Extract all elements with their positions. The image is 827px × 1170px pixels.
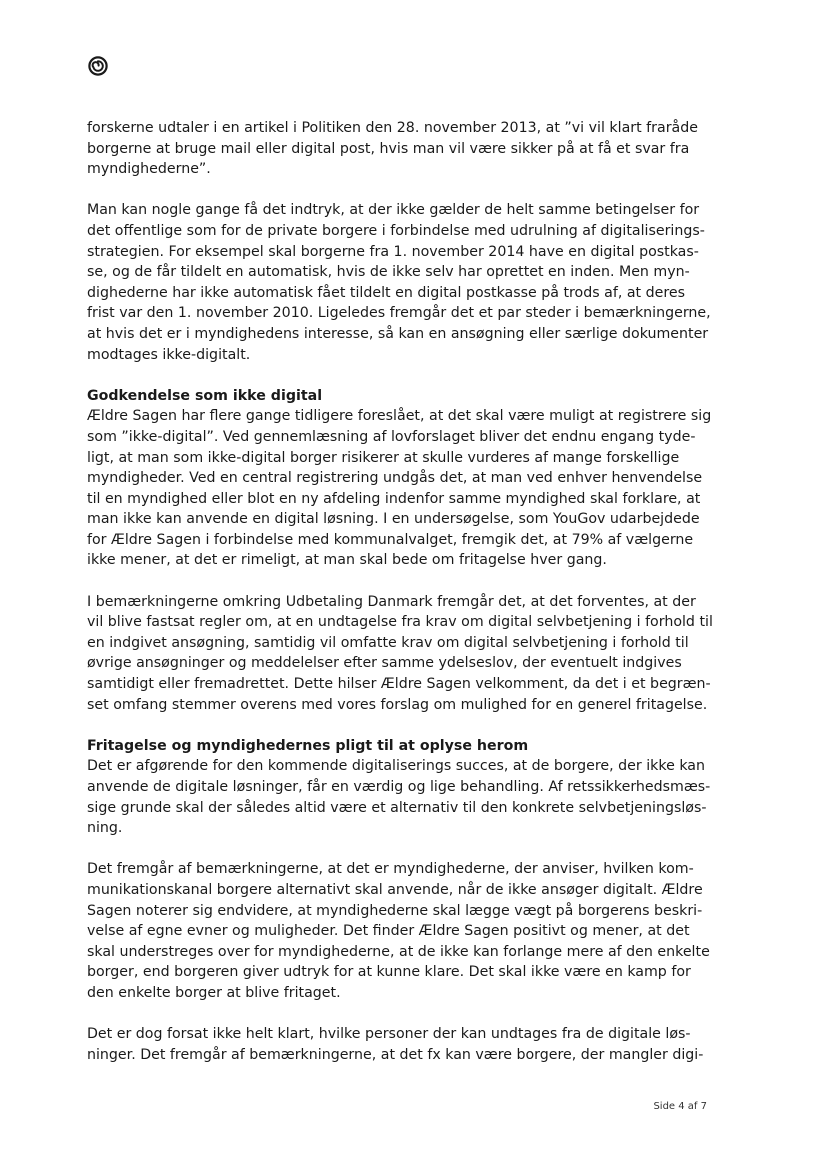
spiral-logo-icon bbox=[88, 56, 108, 76]
text-line: frist var den 1. november 2010. Ligeledes fremgår det et par steder i bemærkningerne, bbox=[87, 305, 711, 322]
text-line: man ikke kan anvende en digital løsning. I en undersøgelse, som YouGov udarbejdede bbox=[87, 511, 700, 528]
paragraph-6 bbox=[87, 859, 727, 1003]
text-line: I bemærkningerne omkring Udbetaling Danmark fremgår det, at det forventes, at der bbox=[87, 593, 696, 610]
text-line: ninger. Det fremgår af bemærkningerne, at det fx kan være borgere, der mangler digi- bbox=[87, 1046, 704, 1063]
text-line: ning. bbox=[87, 820, 123, 837]
text-line: en indgivet ansøgning, samtidig vil omfatte krav om digital selvbetjening i forhold til bbox=[87, 634, 689, 651]
text-line: modtages ikke-digitalt. bbox=[87, 346, 251, 363]
text-line: øvrige ansøgninger og meddelelser efter samme ydelseslov, der eventuelt indgives bbox=[87, 655, 682, 672]
text-line: at hvis det er i myndighedens interesse, så kan en ansøgning eller særlige dokumenter bbox=[87, 325, 709, 342]
section-heading: Godkendelse som ikke digital bbox=[87, 387, 323, 404]
paragraph-3 bbox=[87, 386, 727, 571]
text-line: Det er afgørende for den kommende digitaliserings succes, at de borgere, der ikke kan bbox=[87, 758, 705, 775]
text-line: ikke mener, at det er rimeligt, at man skal bede om fritagelse hver gang. bbox=[87, 552, 607, 569]
section-heading: Fritagelse og myndighedernes pligt til at oplyse herom bbox=[87, 737, 529, 754]
text-line: Det er dog forsat ikke helt klart, hvilke personer der kan undtages fra de digitale løs- bbox=[87, 1026, 691, 1043]
text-line: som ”ikke-digital”. Ved gennemlæsning af lovforslaget bliver det endnu engang tyde- bbox=[87, 428, 696, 445]
paragraph-4 bbox=[87, 592, 727, 716]
text-line: skal understreges over for myndighederne, at de ikke kan forlange mere af den enkelte bbox=[87, 943, 710, 960]
text-line: borgerne at bruge mail eller digital post, hvis man vil være sikker på at få et svar fra bbox=[87, 140, 690, 157]
text-line: samtidigt eller fremadrettet. Dette hilser Ældre Sagen velkomment, da det i et begræn- bbox=[87, 676, 711, 693]
paragraph-1 bbox=[87, 118, 727, 180]
text-line: set omfang stemmer overens med vores forslag om mulighed for en generel fritagelse. bbox=[87, 696, 708, 713]
text-line: myndigheder. Ved en central registrering undgås det, at man ved enhver henvendelse bbox=[87, 470, 703, 487]
paragraph-2 bbox=[87, 200, 727, 365]
text-line: ligt, at man som ikke-digital borger risikerer at skulle vurderes af mange forskellige bbox=[87, 449, 680, 466]
text-line: forskerne udtaler i en artikel i Politiken den 28. november 2013, at ”vi vil klart fraråde bbox=[87, 120, 698, 136]
text-line: munikationskanal borgere alternativt skal anvende, når de ikke ansøger digitalt. Ældre bbox=[87, 881, 703, 898]
text-line: anvende de digitale løsninger, får en værdig og lige behandling. Af retssikkerhedsmæs- bbox=[87, 779, 711, 795]
text-line: myndighederne”. bbox=[87, 161, 211, 178]
text-line: Det fremgår af bemærkningerne, at det er myndighederne, der anviser, hvilken kom- bbox=[87, 861, 694, 878]
paragraph-7 bbox=[87, 1024, 727, 1065]
text-line: til en myndighed eller blot en ny afdeling indenfor samme myndighed skal forklare, at bbox=[87, 490, 701, 507]
document-body bbox=[87, 118, 727, 1065]
text-line: Sagen noterer sig endvidere, at myndighederne skal lægge vægt på borgerens beskri- bbox=[87, 902, 703, 919]
text-line: strategien. For eksempel skal borgerne fra 1. november 2014 have en digital postkas- bbox=[87, 243, 699, 260]
text-line: sige grunde skal der således altid være et alternativ til den konkrete selvbetjeningsløs- bbox=[87, 799, 707, 816]
text-line: Ældre Sagen har flere gange tidligere foreslået, at det skal være muligt at registrere sig bbox=[87, 408, 712, 425]
text-line: for Ældre Sagen i forbindelse med kommunalvalget, fremgik det, at 79% af vælgerne bbox=[87, 531, 694, 548]
text-line: velse af egne evner og muligheder. Det finder Ældre Sagen positivt og mener, at det bbox=[87, 923, 690, 940]
page-number: Side 4 af 7 bbox=[653, 1101, 707, 1112]
text-line: det offentlige som for de private borgere i forbindelse med udrulning af digitaliserings- bbox=[87, 222, 705, 239]
text-line: dighederne har ikke automatisk fået tildelt en digital postkasse på trods af, at deres bbox=[87, 284, 685, 301]
text-line: se, og de får tildelt en automatisk, hvis de ikke selv har oprettet en inden. Men myn- bbox=[87, 264, 690, 281]
text-line: vil blive fastsat regler om, at en undtagelse fra krav om digital selvbetjening i forhold til bbox=[87, 614, 713, 631]
text-line: den enkelte borger at blive fritaget. bbox=[87, 984, 341, 1001]
text-line: borger, end borgeren giver udtryk for at kunne klare. Det skal ikke være en kamp for bbox=[87, 964, 691, 981]
text-line: Man kan nogle gange få det indtryk, at der ikke gælder de helt samme betingelser for bbox=[87, 202, 700, 219]
paragraph-5 bbox=[87, 736, 727, 839]
